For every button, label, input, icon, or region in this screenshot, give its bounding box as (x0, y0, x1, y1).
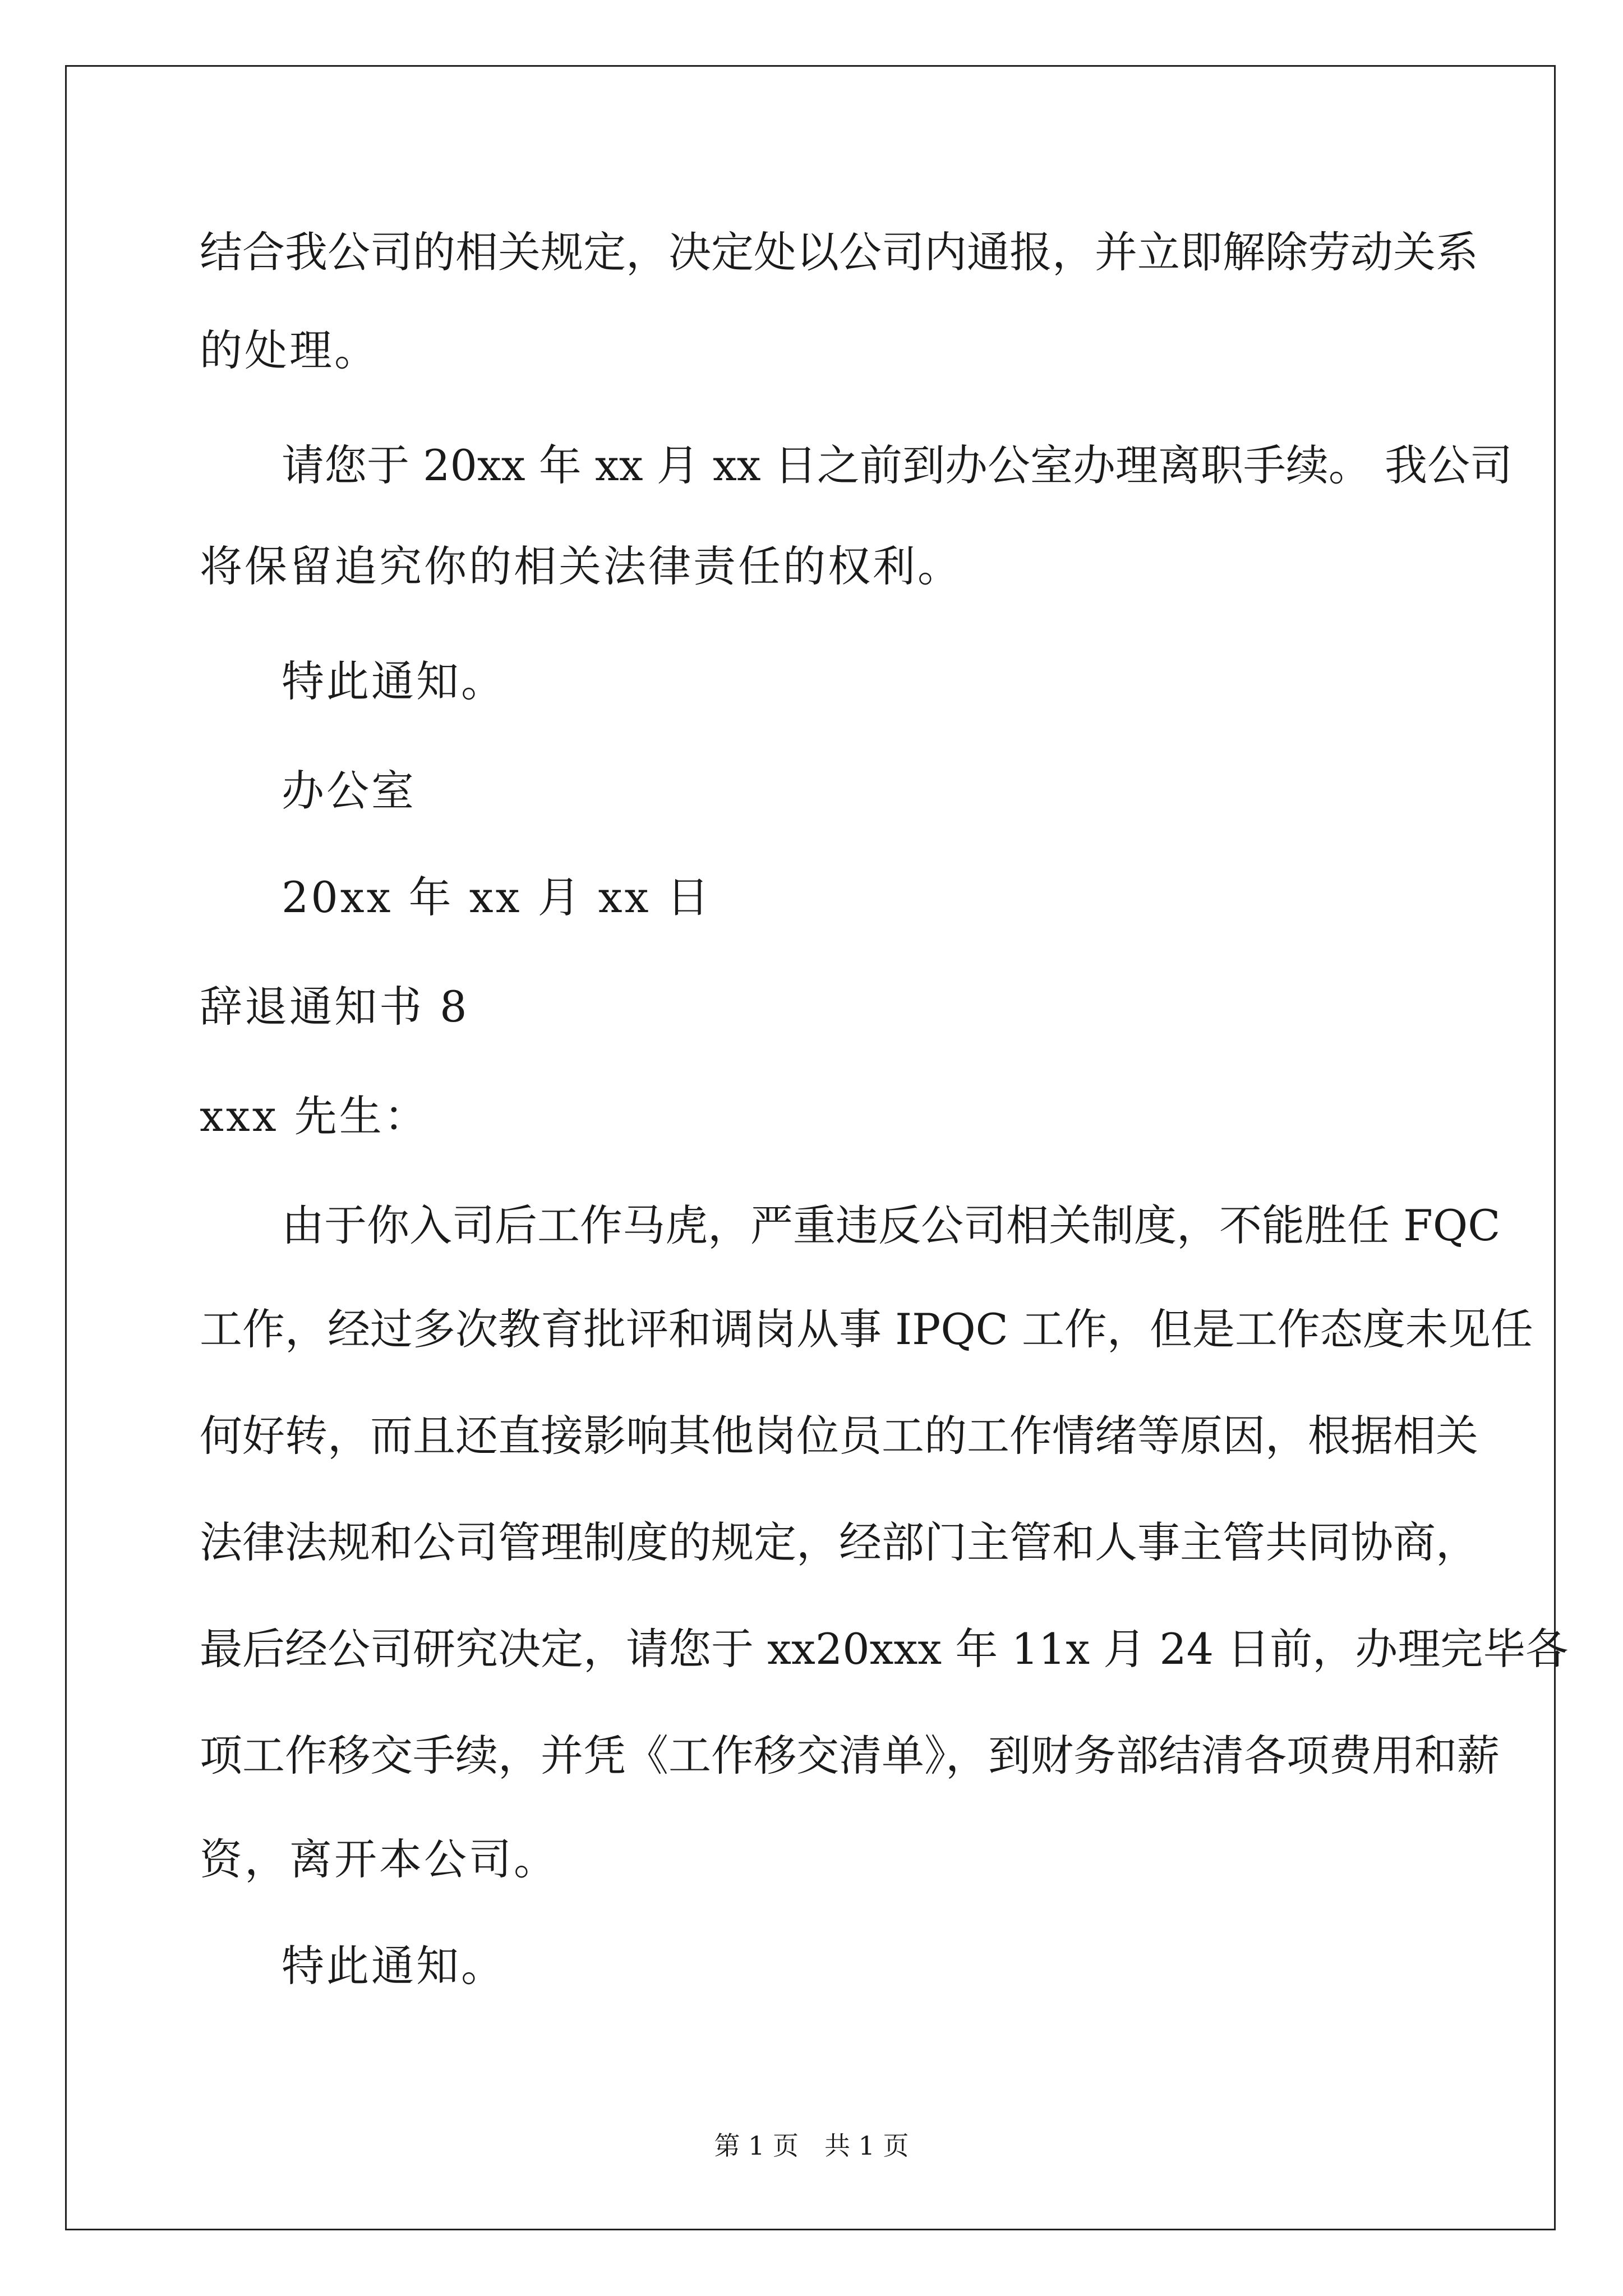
paragraph-line: 何好转，而且还直接影响其他岗位员工的工作情绪等原因，根据相关 (200, 1411, 1478, 1461)
paragraph-line: 最后经公司研究决定，请您于 xx20xxx 年 11x 月 24 日前，办理完毕各 (200, 1624, 1569, 1674)
paragraph-line: 结合我公司的相关规定，决定处以公司内通报，并立即解除劳动关系 (200, 227, 1478, 277)
section-title: 辞退通知书 8 (200, 982, 469, 1032)
closing-line: 特此通知。 (282, 656, 506, 706)
page-border (65, 65, 1569, 2230)
paragraph-line: 资，离开本公司。 (200, 1834, 559, 1884)
paragraph-line: 由于你入司后工作马虎，严重违反公司相关制度，不能胜任 FQC (282, 1200, 1501, 1250)
signature-office: 办公室 (282, 766, 416, 816)
paragraph-line: 法律法规和公司管理制度的规定，经部门主管和人事主管共同协商， (200, 1517, 1478, 1567)
closing-line: 特此通知。 (282, 1941, 506, 1991)
paragraph-line: 将保留追究你的相关法律责任的权利。 (200, 541, 962, 591)
signature-date: 20xx 年 xx 月 xx 日 (282, 872, 712, 922)
paragraph-line: 项工作移交手续，并凭《工作移交清单》，到财务部结清各项费用和薪 (200, 1731, 1500, 1780)
paragraph-line: 工作，经过多次教育批评和调岗从事 IPQC 工作，但是工作态度未见任 (200, 1304, 1533, 1354)
paragraph-line: 的处理。 (200, 325, 379, 375)
salutation: xxx 先生： (200, 1091, 429, 1141)
paragraph-line: 请您于 20xx 年 xx 月 xx 日之前到办公室办理离职手续。 我公司 (282, 440, 1513, 490)
page-footer: 第 1 页 共 1 页 (714, 2131, 909, 2161)
